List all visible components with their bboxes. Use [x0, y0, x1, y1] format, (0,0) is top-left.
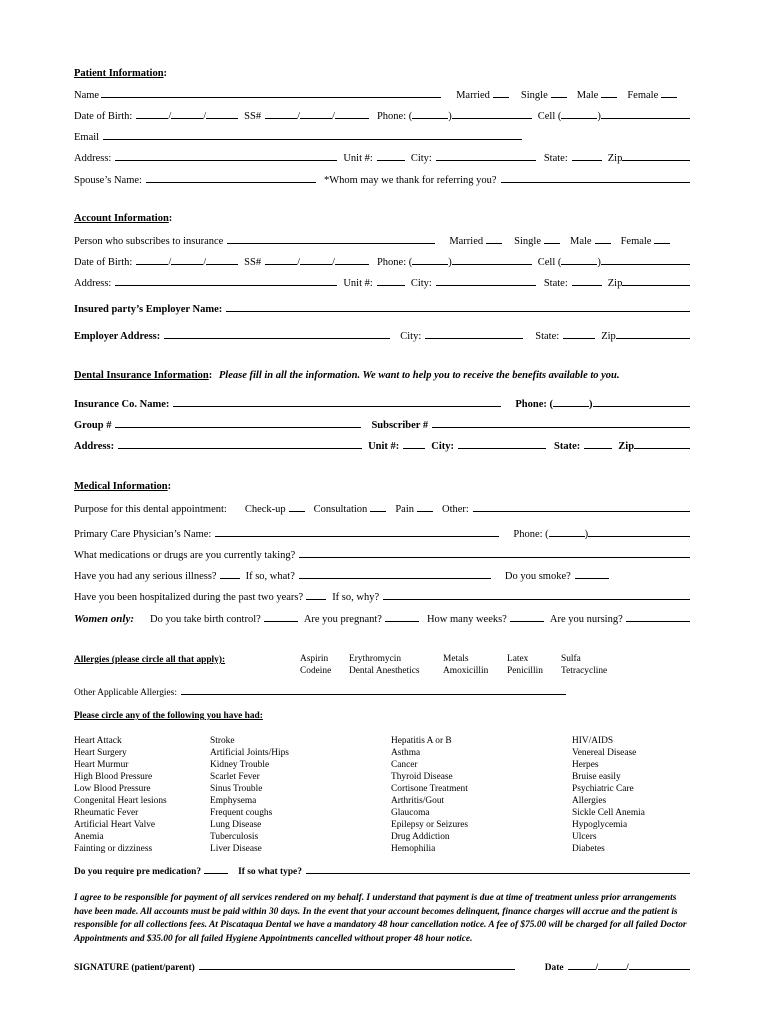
- date-day-field[interactable]: [598, 961, 626, 970]
- signature-field[interactable]: [199, 961, 515, 970]
- dental-heading: Dental Insurance Information: Please fill in all the information. We want to help you to receive the benefits available to you.: [74, 370, 620, 381]
- condition-item[interactable]: Stroke: [210, 736, 235, 746]
- patient-spouse-row: Spouse’s Name: *Whom may we thank for referring you?: [74, 173, 690, 186]
- pregnant-field[interactable]: [385, 612, 419, 622]
- acct-cell-field[interactable]: [601, 255, 690, 265]
- condition-item[interactable]: Bruise easily: [572, 772, 621, 782]
- acct-dob-month-field[interactable]: [136, 255, 168, 265]
- condition-item[interactable]: Arthritis/Gout: [391, 796, 445, 806]
- weeks-field[interactable]: [510, 612, 544, 622]
- address-field[interactable]: [115, 151, 337, 161]
- allergy-item[interactable]: Erythromycin: [349, 654, 402, 664]
- zip-field[interactable]: [622, 151, 690, 161]
- acct-male-field[interactable]: [595, 234, 611, 244]
- allergy-item[interactable]: Sulfa: [561, 654, 581, 664]
- nursing-field[interactable]: [626, 612, 690, 622]
- allergies-col5: [561, 653, 607, 677]
- male-field[interactable]: [601, 88, 617, 98]
- insurance-city-field[interactable]: [458, 439, 546, 449]
- employer-name-field[interactable]: [226, 302, 690, 312]
- group-row: Group # Subscriber #: [74, 418, 690, 431]
- condition-item[interactable]: Kidney Trouble: [210, 760, 270, 770]
- condition-item[interactable]: Herpes: [572, 760, 599, 770]
- medications-row: What medications or drugs are you currently taking?: [74, 548, 690, 561]
- condition-item[interactable]: Hepatitis A or B: [391, 736, 452, 746]
- insurance-unit-field[interactable]: [403, 439, 425, 449]
- condition-item[interactable]: Venereal Disease: [572, 748, 637, 758]
- date-month-field[interactable]: [568, 961, 596, 970]
- phone-area-field[interactable]: [412, 109, 448, 119]
- acct-dob-day-field[interactable]: [171, 255, 203, 265]
- premed-field[interactable]: [204, 865, 228, 874]
- condition-item[interactable]: Cancer: [391, 760, 418, 770]
- condition-item[interactable]: Cortisone Treatment: [391, 784, 468, 794]
- condition-item[interactable]: Emphysema: [210, 796, 257, 806]
- condition-item[interactable]: Heart Murmur: [74, 760, 129, 770]
- conditions-label: Please circle any of the following you have had:: [74, 711, 263, 721]
- subscriber-number-field[interactable]: [432, 418, 690, 428]
- insurance-state-field[interactable]: [584, 439, 612, 449]
- condition-item[interactable]: Lung Disease: [210, 820, 262, 830]
- consultation-field[interactable]: [370, 502, 386, 512]
- employer-address-field[interactable]: [164, 329, 390, 339]
- acct-phone-area-field[interactable]: [412, 255, 448, 265]
- condition-item[interactable]: Thyroid Disease: [391, 772, 453, 782]
- pain-field[interactable]: [417, 502, 433, 512]
- employer-state-field[interactable]: [563, 329, 595, 339]
- cell-area-field[interactable]: [561, 109, 597, 119]
- condition-item[interactable]: Tuberculosis: [210, 832, 259, 842]
- condition-item[interactable]: Hemophilia: [391, 844, 436, 854]
- condition-item[interactable]: Glaucoma: [391, 808, 430, 818]
- dob-month-field[interactable]: [136, 109, 168, 119]
- physician-field[interactable]: [215, 527, 499, 537]
- name-field[interactable]: [101, 88, 441, 98]
- date-year-field[interactable]: [629, 961, 690, 970]
- condition-item[interactable]: Artificial Heart Valve: [74, 820, 156, 830]
- conditions-col4: [572, 735, 645, 855]
- conditions-col1: [74, 735, 167, 855]
- checkup-field[interactable]: [289, 502, 305, 512]
- signature-row: SIGNATURE (patient/parent) Date / /: [74, 961, 690, 973]
- insurance-phone-area-field[interactable]: [553, 397, 589, 407]
- premed-type-field[interactable]: [306, 865, 690, 874]
- patient-heading: Patient Information:: [74, 68, 168, 79]
- allergies-col3: [443, 653, 488, 677]
- married-field[interactable]: [493, 88, 509, 98]
- patient-email-row: Email: [74, 130, 522, 143]
- dental-note: Please fill in all the information. We want to help you to receive the benefits available to you.: [218, 370, 620, 381]
- condition-item[interactable]: Congenital Heart lesions: [74, 796, 167, 806]
- condition-item[interactable]: Anemia: [74, 832, 104, 842]
- condition-item[interactable]: Psychiatric Care: [572, 784, 634, 794]
- insurance-address-field[interactable]: [118, 439, 362, 449]
- physician-phone-area-field[interactable]: [549, 527, 585, 537]
- acct-single-field[interactable]: [544, 234, 560, 244]
- allergies-col4: [507, 653, 543, 677]
- female-field[interactable]: [661, 88, 677, 98]
- acct-state-field[interactable]: [572, 276, 602, 286]
- allergy-item[interactable]: Penicillin: [507, 666, 543, 676]
- patient-dob-row: Date of Birth: / / SS# / / Phone: ( ) Cell ( ): [74, 109, 690, 122]
- account-heading: Account Information:: [74, 213, 173, 224]
- allergy-item[interactable]: Metals: [443, 654, 469, 664]
- medications-field[interactable]: [299, 548, 690, 558]
- other-allergies-row: Other Applicable Allergies:: [74, 686, 566, 698]
- acct-married-field[interactable]: [486, 234, 502, 244]
- referral-field[interactable]: [501, 173, 690, 183]
- agreement-text: I agree to be responsible for payment of all services rendered on my behalf. I understand that payment is due at time of treatment unless prior arrangements have been made. All accounts must be paid within 30 days. In the event that your account becomes delinquent, finance charges will accrue and the patient is responsible for all collections fees. At Piscataqua Dental we have a mandatory 48 hour cancellation notice. A fee of $75.00 will be charged for all failed Doctor Appointments and $35.00 for all failed Hygiene Appointments cancelled without proper 48 hour notice.: [74, 893, 687, 944]
- acct-cell-area-field[interactable]: [561, 255, 597, 265]
- other-allergies-field[interactable]: [181, 686, 566, 695]
- ss-part2-field[interactable]: [300, 109, 332, 119]
- employer-city-field[interactable]: [425, 329, 523, 339]
- subscriber-name-field[interactable]: [227, 234, 435, 244]
- hospitalized-field[interactable]: [306, 590, 326, 600]
- employer-address-row: Employer Address: City: State: Zip: [74, 329, 690, 342]
- medical-heading: Medical Information:: [74, 481, 172, 492]
- condition-item[interactable]: Drug Addiction: [391, 832, 450, 842]
- condition-item[interactable]: Hypoglycemia: [572, 820, 628, 830]
- birth-control-field[interactable]: [264, 612, 298, 622]
- allergy-item[interactable]: Tetracycline: [561, 666, 608, 676]
- patient-address-row: Address: Unit #: City: State: Zip: [74, 151, 690, 164]
- purpose-row: Purpose for this dental appointment: Check-up Consultation Pain Other:: [74, 502, 690, 515]
- insurance-address-row: Address: Unit #: City: State: Zip: [74, 439, 690, 452]
- spouse-field[interactable]: [146, 173, 316, 183]
- allergies-col1: [300, 653, 331, 677]
- condition-item[interactable]: Heart Attack: [74, 736, 122, 746]
- smoke-field[interactable]: [575, 569, 609, 579]
- insurance-name-row: Insurance Co. Name: Phone: ( ): [74, 397, 690, 410]
- condition-item[interactable]: Diabetes: [572, 844, 605, 854]
- dob-year-field[interactable]: [206, 109, 238, 119]
- allergy-item[interactable]: Latex: [507, 654, 529, 664]
- condition-item[interactable]: Artificial Joints/Hips: [210, 748, 289, 758]
- condition-item[interactable]: Scarlet Fever: [210, 772, 260, 782]
- account-address-row: Address: Unit #: City: State: Zip: [74, 276, 690, 289]
- condition-item[interactable]: Liver Disease: [210, 844, 262, 854]
- condition-item[interactable]: Sickle Cell Anemia: [572, 808, 645, 818]
- condition-item[interactable]: Epilepsy or Seizures: [391, 820, 469, 830]
- conditions-col2: [210, 735, 289, 855]
- acct-address-field[interactable]: [115, 276, 337, 286]
- hospitalized-reason-field[interactable]: [383, 590, 690, 600]
- conditions-col3: [391, 735, 468, 855]
- allergy-item[interactable]: Aspirin: [300, 654, 329, 664]
- condition-item[interactable]: Allergies: [572, 796, 607, 806]
- premed-row: Do you require pre medication? If so what type?: [74, 865, 690, 877]
- allergy-item[interactable]: Codeine: [300, 666, 332, 676]
- single-field[interactable]: [551, 88, 567, 98]
- condition-item[interactable]: Ulcers: [572, 832, 597, 842]
- insurance-zip-field[interactable]: [634, 439, 690, 449]
- unit-field[interactable]: [377, 151, 405, 161]
- patient-name-row: Name Married Single Male Female: [74, 88, 690, 101]
- ss-part3-field[interactable]: [335, 109, 369, 119]
- acct-dob-year-field[interactable]: [206, 255, 238, 265]
- acct-ss-part3-field[interactable]: [335, 255, 369, 265]
- phone-field[interactable]: [452, 109, 532, 119]
- condition-item[interactable]: Sinus Trouble: [210, 784, 263, 794]
- physician-phone-field[interactable]: [588, 527, 690, 537]
- account-subscriber-row: Person who subscribes to insurance Married Single Male Female: [74, 234, 690, 247]
- acct-phone-field[interactable]: [452, 255, 532, 265]
- acct-ss-part1-field[interactable]: [265, 255, 297, 265]
- condition-item[interactable]: Asthma: [391, 748, 421, 758]
- acct-city-field[interactable]: [436, 276, 536, 286]
- state-field[interactable]: [572, 151, 602, 161]
- condition-item[interactable]: Heart Surgery: [74, 748, 127, 758]
- allergies-label: Allergies (please circle all that apply):: [74, 655, 226, 665]
- employer-zip-field[interactable]: [616, 329, 690, 339]
- allergy-item[interactable]: Amoxicillin: [443, 666, 489, 676]
- insurance-name-field[interactable]: [173, 397, 501, 407]
- cell-field[interactable]: [601, 109, 690, 119]
- condition-item[interactable]: High Blood Pressure: [74, 772, 153, 782]
- insurance-phone-field[interactable]: [593, 397, 691, 407]
- women-only-row: Women only: Do you take birth control? Are you pregnant? How many weeks? Are you nursing?: [74, 612, 690, 625]
- ss-part1-field[interactable]: [265, 109, 297, 119]
- account-dob-row: Date of Birth: / / SS# / / Phone: ( ) Cell ( ): [74, 255, 690, 268]
- allergies-col2: [349, 653, 420, 677]
- hospitalized-row: Have you been hospitalized during the past two years? If so, why?: [74, 590, 690, 603]
- condition-item[interactable]: HIV/AIDS: [572, 736, 614, 746]
- acct-unit-field[interactable]: [377, 276, 405, 286]
- other-purpose-field[interactable]: [473, 502, 690, 512]
- illness-row: Have you had any serious illness? If so, what? Do you smoke?: [74, 569, 690, 582]
- condition-item[interactable]: Fainting or dizziness: [74, 844, 153, 854]
- employer-name-row: Insured party’s Employer Name:: [74, 302, 690, 315]
- city-field[interactable]: [436, 151, 536, 161]
- allergy-item[interactable]: Dental Anesthetics: [349, 666, 420, 676]
- group-field[interactable]: [115, 418, 361, 428]
- acct-zip-field[interactable]: [622, 276, 690, 286]
- condition-item[interactable]: Rheumatic Fever: [74, 808, 139, 818]
- acct-ss-part2-field[interactable]: [300, 255, 332, 265]
- illness-detail-field[interactable]: [299, 569, 491, 579]
- email-field[interactable]: [103, 130, 522, 140]
- illness-field[interactable]: [220, 569, 240, 579]
- condition-item[interactable]: Frequent coughs: [210, 808, 273, 818]
- acct-female-field[interactable]: [654, 234, 670, 244]
- physician-row: Primary Care Physician’s Name: Phone: ( ): [74, 527, 690, 540]
- dob-day-field[interactable]: [171, 109, 203, 119]
- condition-item[interactable]: Low Blood Pressure: [74, 784, 151, 794]
